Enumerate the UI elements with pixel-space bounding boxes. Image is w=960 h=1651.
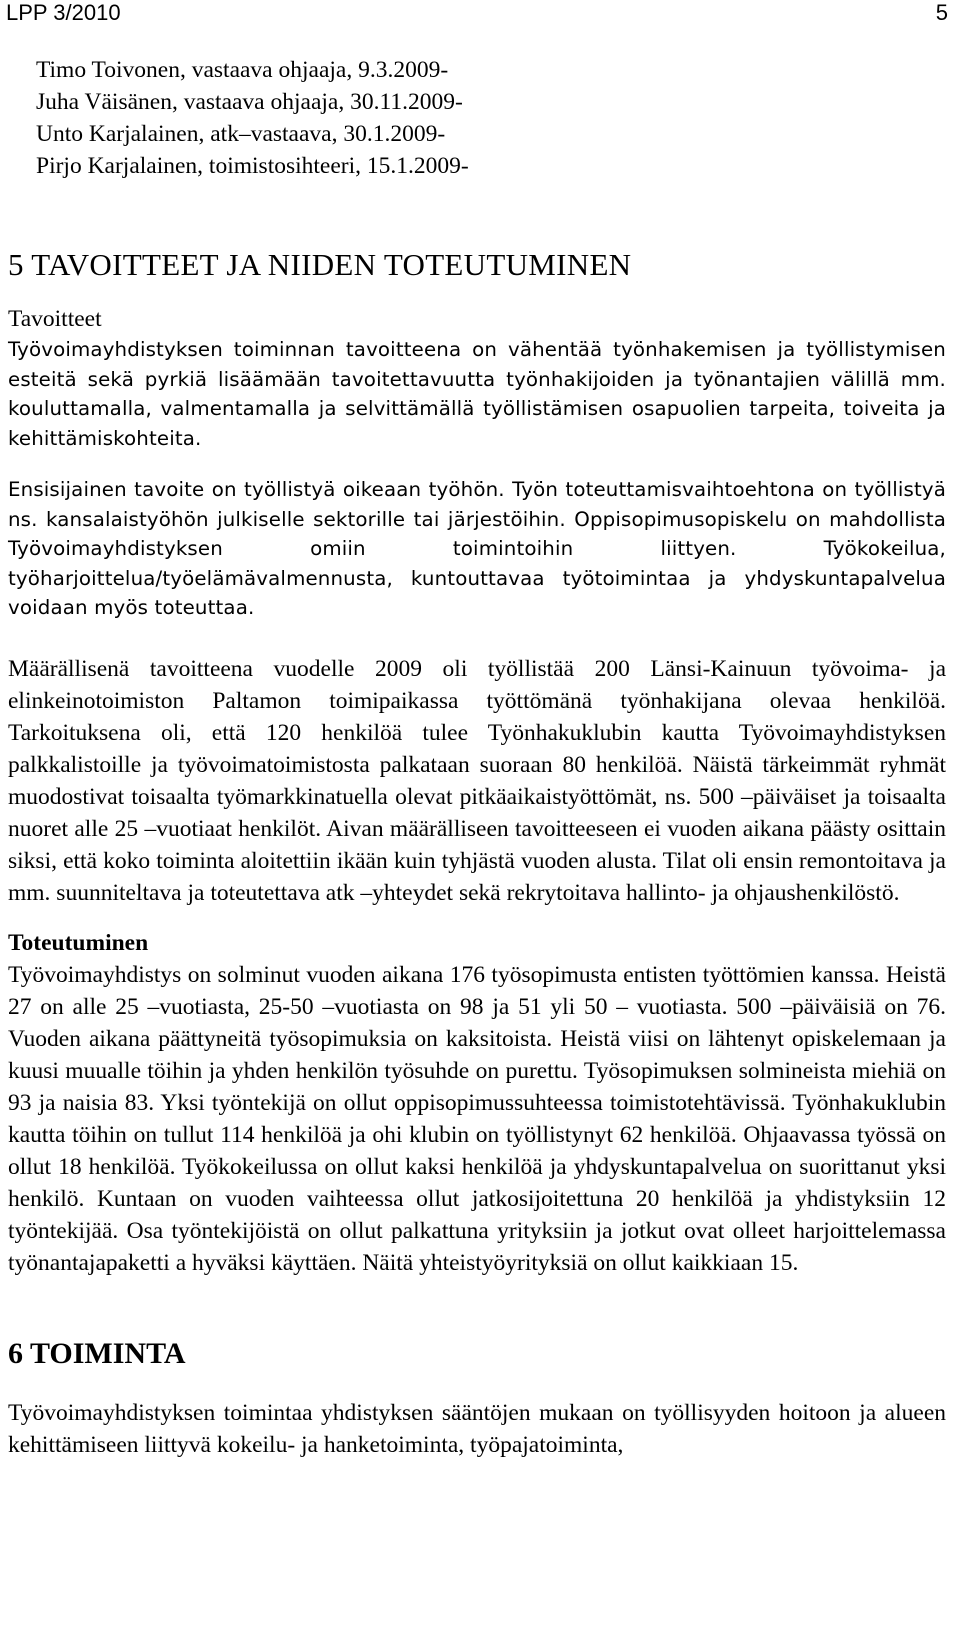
page-number: 5 <box>935 0 948 25</box>
goals-heading: Tavoitteet <box>8 306 102 332</box>
goals-paragraph-2: Ensisijainen tavoite on työllistyä oikeaan työhön. Työn toteuttamisvaihtoehtona on työllistyä ns. kansalaistyöhön julkiselle sektorille tai järjestöihin. Oppisopimusopiskelu on mahdollista Työvoimayhdistyksen omiin toimintoihin liittyen. Työkokeilua, työharjoittelua/työelämävalmennusta, kuntouttavaa työtoimintaa ja yhdyskuntapalvelua voidaan myös toteuttaa. <box>8 478 946 619</box>
section-6-paragraph: Työvoimayhdistyksen toimintaa yhdistyksen sääntöjen mukaan on työllisyyden hoitoon ja alueen kehittämiseen liittyvä kokeilu- ja hanketoiminta, työpajatoiminta, <box>8 1399 946 1458</box>
staff-list <box>36 54 946 182</box>
goals-paragraph-1: Työvoimayhdistyksen toiminnan tavoitteena on vähentää työnhakemisen ja työllistymisen esteitä sekä pyrkiä lisäämään tavoitettavuutta työnhakijoiden ja työnantajien välillä mm. kouluttamalla, valmentamalla ja selvittämällä työllistämisen osapuolien tarpeita, toiveita ja kehittämiskohteita. <box>8 338 946 450</box>
section-5-title: 5 TAVOITTEET JA NIIDEN TOTEUTUMINEN <box>8 247 632 282</box>
journal-issue: LPP 3/2010 <box>6 0 121 25</box>
goals-paragraph-3: Määrällisenä tavoitteena vuodelle 2009 oli työllistää 200 Länsi-Kainuun työvoima- ja elinkeinotoimiston Paltamon toimipaikassa työttömänä työnhakijana olevaa henkilöä. Tarkoituksena oli, että 120 henkilöä tulee Työnhakuklubin kautta Työvoimayhdistyksen palkkalistoille ja työvoimatoimistosta palkataan suoraan 80 henkilöä. Näistä tärkeimmät ryhmät muodostivat toisaalta työmarkkinatuella olevat pitkäaikaistyöttömät, ns. 500 –päiväiset ja toisaalta nuoret alle 25 –vuotiaat henkilöt. Aivan määrälliseen tavoitteeseen ei vuoden aikana päästy osittain siksi, että koko toiminta aloitettiin ikään kuin tyhjästä vuoden alusta. Tilat oli ensin remontoitava ja mm. suunniteltava ja toteutettava atk –yhteydet sekä rekrytoitava hallinto- ja ohjaushenkilöstö. <box>8 655 946 906</box>
staff-entry: Timo Toivonen, vastaava ohjaaja, 9.3.2009- <box>36 57 449 83</box>
page-content <box>8 54 946 1461</box>
section-6-title: 6 TOIMINTA <box>8 1336 186 1370</box>
staff-entry: Juha Väisänen, vastaava ohjaaja, 30.11.2009- <box>36 89 463 115</box>
staff-entry: Unto Karjalainen, atk–vastaava, 30.1.2009- <box>36 121 446 147</box>
page-header <box>6 0 948 30</box>
staff-entry: Pirjo Karjalainen, toimistosihteeri, 15.1.2009- <box>36 153 469 179</box>
realization-paragraph: Työvoimayhdistys on solminut vuoden aikana 176 työsopimusta entisten työttömien kanssa. Heistä 27 on alle 25 –vuotiasta, 25-50 –vuotiasta on 98 ja 51 yli 50 – vuotiasta. 500 –päiväisiä on 76. Vuoden aikana päättyneitä työsopimuksia on kaksitoista. Heistä viisi on lähtenyt opiskelemaan ja kuusi muualle töihin ja yhden henkilön työsuhde on purettu. Työsopimuksen solmineista miehiä on 93 ja naisia 83. Yksi työntekijä on ollut oppisopimussuhteessa toimistotehtävissä. Työnhakuklubin kautta töihin on tullut 114 henkilöä ja ohi klubin on työllistynyt 62 henkilöä. Ohjaavassa työssä on ollut 18 henkilöä. Työkokeilussa on ollut kaksi henkilöä ja yhdyskuntapalvelua on suorittanut yksi henkilö. Kuntaan on vuoden vaihteessa ollut jatkosijoitettuna 20 henkilöä ja yhdistyksiin 12 työntekijää. Osa työntekijöistä on ollut palkattuna yrityksiin ja jotkut ovat olleet harjoittelemassa työnantajapaketti a hyväksi käyttäen. Näitä yhteistyöyrityksiä on ollut kaikkiaan 15. <box>8 961 946 1276</box>
realization-heading: Toteutuminen <box>8 929 149 956</box>
